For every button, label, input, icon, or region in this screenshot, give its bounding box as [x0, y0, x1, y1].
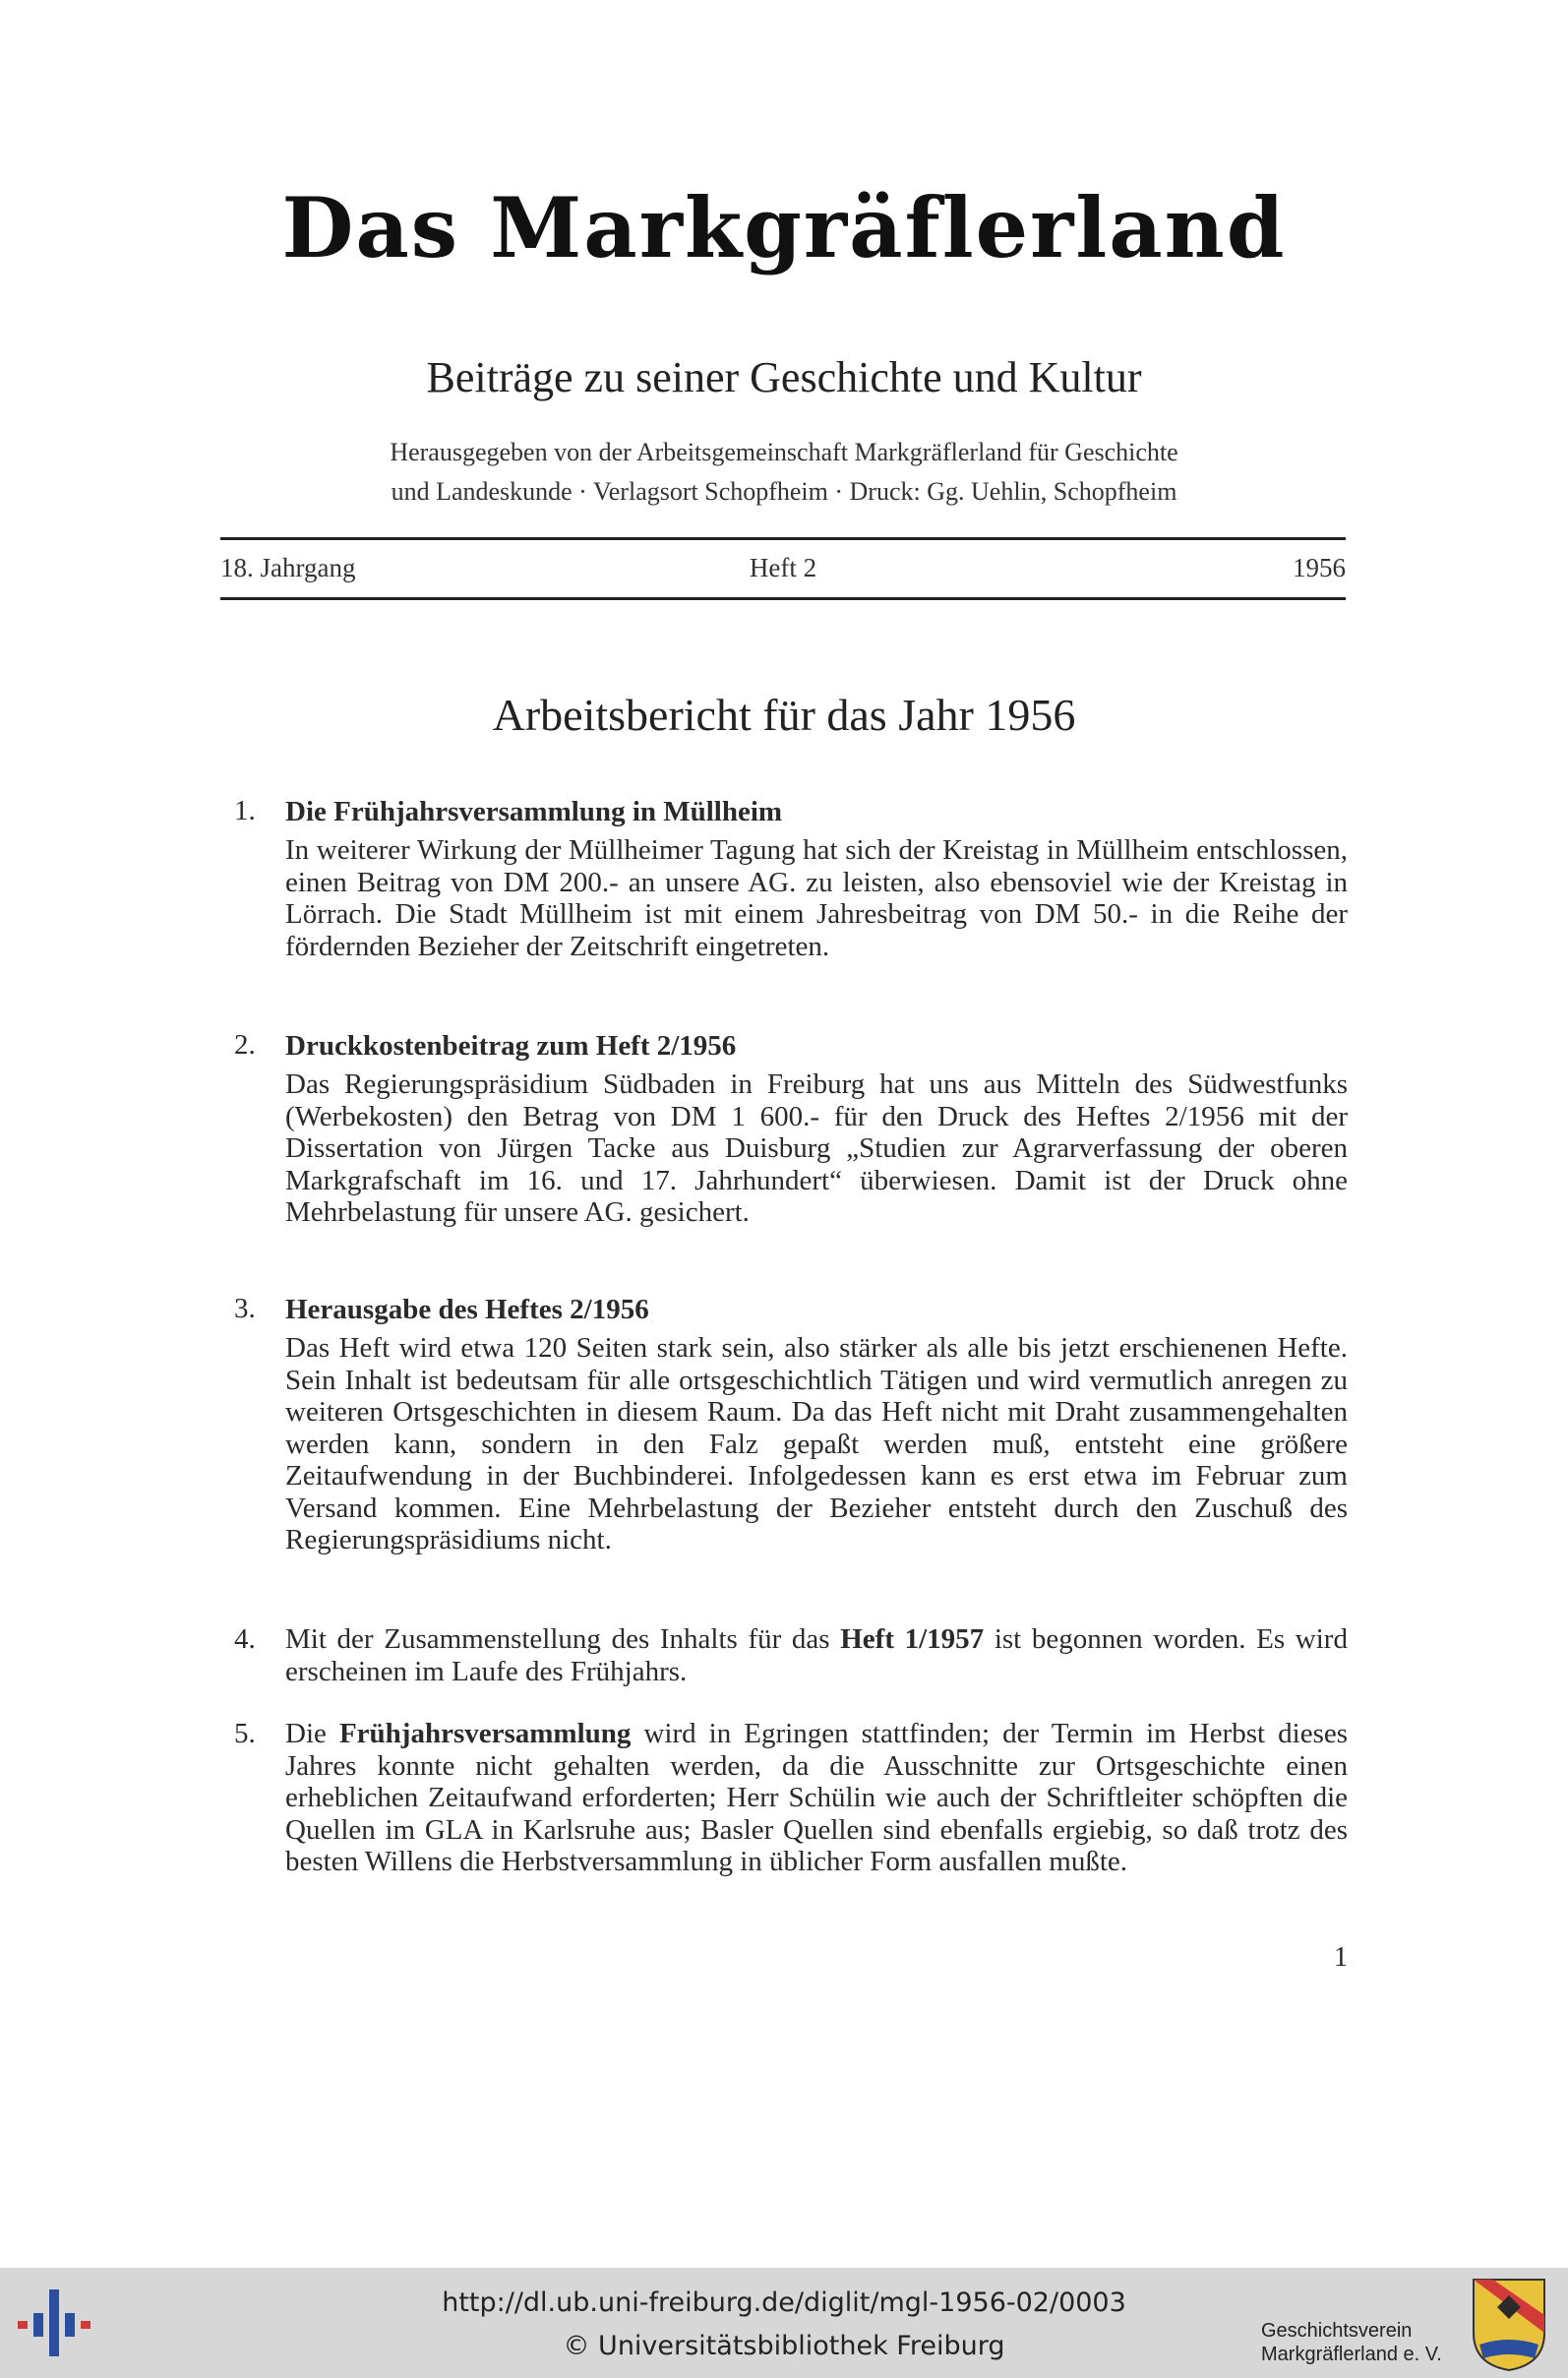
- section-body: Das Heft wird etwa 120 Seiten stark sein, also stärker als alle bis jetzt erschienenen Hefte. Sein Inhalt ist bedeutsam für alle ortsgeschichtlich Tätigen und wird vermutlich anregen zu weiteren Ortsgeschichten in diesem Raum. Da das Heft nicht mit Draht zusammengehalten werden kann, sondern in den Falz gepaßt werden muß, entsteht eine größere Zeitaufwendung in der Buchbinderei. Infolgedessen kann es erst etwa im Februar zum Versand kommen. Eine Mehrbelastung der Bezieher entsteht durch den Zuschuß des Regierungspräsidiums nicht.: [285, 1332, 1348, 1555]
- section-text-post: wird in Egringen stattfinden; der Termin im Herbst dieses Jahres konnte nicht gehalten werden, da die Ausschnitte zur Ortsgeschichte einen erheblichen Zeitaufwand erforderten; Herr Schülin wie auch der Schriftleiter schöpften die Quellen im GLA in Karlsruhe aus; Basler Quellen sind ebenfalls ergiebig, so daß trotz des besten Willens die Herbstversammlung in üblicher Form ausfallen mußte.: [285, 1718, 1349, 1877]
- society-name: [1261, 2319, 1468, 2366]
- section-text-bold: Heft 1/1957: [840, 1623, 985, 1655]
- section-body: [285, 1718, 1348, 1878]
- society-line-1: Geschichtsverein: [1261, 2320, 1413, 2342]
- section-number: 5.: [234, 1718, 256, 1749]
- section-number: 1.: [234, 795, 256, 826]
- masthead-title: Das Markgräflerland: [281, 179, 1287, 276]
- section-text-post: ist begonnen worden. Es wird erscheinen im Laufe des Frühjahrs.: [285, 1623, 1348, 1687]
- report-title: Arbeitsbericht für das Jahr 1956: [492, 690, 1076, 740]
- section-number: 2.: [234, 1029, 256, 1061]
- section-body: Das Regierungspräsidium Südbaden in Freiburg hat uns aus Mitteln des Südwestfunks (Werbekosten) den Betrag von DM 1 600.- für den Druck des Heftes 2/1956 mit der Dissertation von Jürgen Tacke aus Duisburg „Studien zur Agrarverfassung der oberen Markgrafschaft im 16. und 17. Jahrhundert“ überwiesen. Damit ist der Druck ohne Mehrbelastung für unsere AG. gesichert.: [285, 1068, 1348, 1228]
- coat-of-arms-icon: [1470, 2276, 1548, 2372]
- issue-number: Heft 2: [749, 553, 817, 582]
- divider-bottom: [220, 597, 1346, 600]
- section-body: In weiterer Wirkung der Müllheimer Tagung hat sich der Kreistag in Müllheim entschlossen, einen Beitrag von DM 200.- an unsere AG. zu leisten, also ebensoviel wie der Kreistag in Lörrach. Die Stadt Müllheim ist mit einem Jahresbeitrag von DM 50.- in die Reihe der fördernden Bezieher der Zeitschrift eingetreten.: [285, 834, 1348, 962]
- section-body: [285, 1623, 1348, 1687]
- society-line-2: Markgräflerland e. V.: [1261, 2344, 1442, 2365]
- issue-year: 1956: [1293, 553, 1346, 582]
- section-text-pre: Mit der Zusammenstellung des Inhalts für das: [285, 1623, 841, 1655]
- viewer-footer: [0, 2268, 1568, 2378]
- section-3: [234, 1293, 1348, 1556]
- copyright-notice: © Universitätsbibliothek Freiburg: [563, 2331, 1005, 2361]
- publisher-line-1: Herausgegeben von der Arbeitsgemeinschaft Markgräflerland für Geschichte: [390, 438, 1178, 466]
- section-1: [234, 795, 1348, 962]
- section-4: [234, 1623, 1348, 1687]
- publisher-info: [0, 433, 1568, 512]
- publisher-line-2: und Landeskunde · Verlagsort Schopfheim · Druck: Gg. Uehlin, Schopfheim: [391, 477, 1177, 506]
- section-heading: Die Frühjahrsversammlung in Müllheim: [285, 796, 783, 827]
- page-number: 1: [1334, 1942, 1348, 1973]
- section-heading: Druckkostenbeitrag zum Heft 2/1956: [285, 1030, 737, 1062]
- permalink-url[interactable]: http://dl.ub.uni-freiburg.de/diglit/mgl-1956-02/0003: [442, 2287, 1126, 2318]
- section-number: 3.: [234, 1293, 256, 1324]
- section-2: [234, 1029, 1348, 1229]
- issue-volume: 18. Jahrgang: [220, 553, 356, 582]
- divider-top: [220, 537, 1346, 540]
- section-text-pre: Die: [285, 1718, 339, 1749]
- section-text-bold: Frühjahrsversammlung: [338, 1718, 632, 1749]
- section-heading: Herausgabe des Heftes 2/1956: [285, 1294, 649, 1325]
- section-5: [234, 1718, 1349, 1878]
- masthead-subtitle: Beiträge zu seiner Geschichte und Kultur: [426, 353, 1142, 401]
- section-number: 4.: [234, 1623, 256, 1655]
